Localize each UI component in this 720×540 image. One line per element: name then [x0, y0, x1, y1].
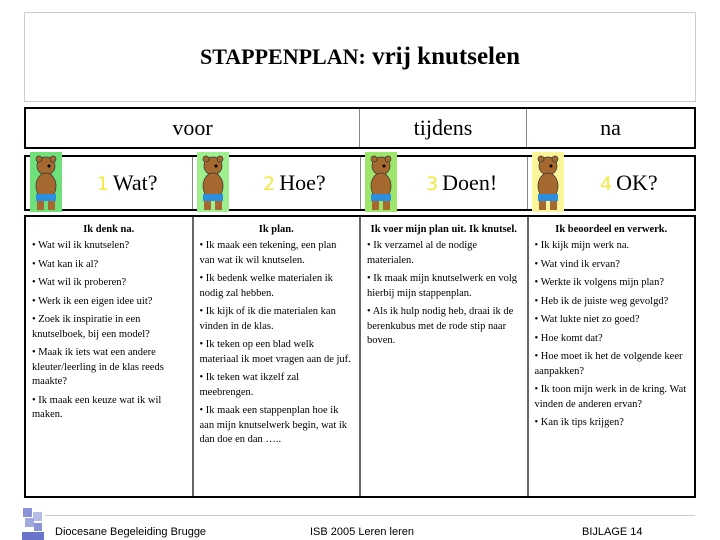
- list-item: • Als ik hulp nodig heb, draai ik de berenkubus met de rode stip naar boven.: [367, 306, 514, 347]
- list-item: • Kan ik tips krijgen?: [534, 417, 624, 429]
- list-item: • Ik kijk of ik die materialen kan vinden in de klas.: [199, 306, 336, 332]
- step-4: [528, 157, 694, 209]
- bear-icon: [197, 152, 229, 212]
- list-item: • Wat lukte niet zo goed?: [534, 314, 640, 326]
- list-item: • Werk ik een eigen idee uit?: [32, 295, 153, 307]
- step-text: Wat?: [112, 170, 158, 195]
- list-item: • Ik toon mijn werk in de kring. Wat vinden de anderen ervan?: [534, 384, 687, 410]
- footer-annex: BIJLAGE 14: [582, 526, 643, 538]
- list-item: • Ik teken wat ikzelf zal meebrengen.: [199, 372, 300, 398]
- phase-row: [24, 107, 696, 149]
- list-item: • Hoe moet ik het de volgende keer aanpakken?: [534, 351, 683, 377]
- list-item: • Maak ik iets wat een andere kleuter/leerling in de klas reeds maakte?: [32, 347, 164, 388]
- step-number: 3: [426, 173, 439, 195]
- column-heading: Ik plan.: [258, 224, 294, 235]
- column-heading: Ik beoordeel en verwerk.: [555, 224, 668, 235]
- step-text: OK?: [616, 170, 658, 195]
- step-label: [397, 170, 527, 196]
- title-main: vrij knutselen: [372, 43, 520, 70]
- step-number: 2: [263, 173, 276, 195]
- column-1: [26, 217, 194, 496]
- list-item: • Wat wil ik knutselen?: [32, 240, 130, 252]
- step-number: 4: [600, 173, 613, 195]
- content-table: [24, 215, 696, 498]
- bear-icon: [365, 152, 397, 212]
- list-item: • Ik teken op een blad welk materiaal ik moet vragen aan de juf.: [199, 339, 351, 365]
- step-text: Hoe?: [279, 170, 326, 195]
- footer-org: Diocesane Begeleiding Brugge: [55, 526, 207, 538]
- title-box: [24, 12, 696, 102]
- list-item: • Ik maak een keuze wat ik wil maken.: [32, 394, 162, 421]
- bear-icon: [30, 152, 62, 212]
- footer-divider: [45, 515, 695, 516]
- step-label: [62, 170, 192, 196]
- step-text: Doen!: [442, 170, 498, 195]
- step-3: [361, 157, 528, 209]
- column-4: [529, 217, 695, 496]
- footer-course: ISB 2005 Leren leren: [310, 526, 414, 538]
- list-item: • Ik maak een stappenplan hoe ik aan mijn knutselwerk begin, wat ik dan doe en dan …..: [199, 405, 348, 446]
- step-1: [26, 157, 193, 209]
- column-3: [361, 217, 529, 496]
- list-item: • Ik maak mijn knutselwerk en volg hierbij mijn stappenplan.: [367, 273, 518, 299]
- phase-voor: voor: [26, 109, 360, 147]
- list-item: • Zoek ik inspiratie in een knutselboek, bij een model?: [32, 314, 150, 340]
- dpb-logo-icon: [22, 506, 44, 540]
- step-label: [564, 170, 694, 196]
- list-item: • Wat wil ik proberen?: [32, 277, 127, 289]
- phase-na: na: [600, 115, 621, 140]
- step-2: [193, 157, 360, 209]
- bear-icon: [532, 152, 564, 212]
- list-item: • Ik bedenk welke materialen ik nodig zal hebben.: [199, 273, 333, 299]
- list-item: • Ik kijk mijn werk na.: [534, 240, 630, 252]
- column-heading: Ik voer mijn plan uit. Ik knutsel.: [370, 224, 517, 235]
- step-number: 1: [96, 173, 109, 195]
- list-item: • Ik verzamel al de nodige materialen.: [367, 240, 478, 266]
- phase-tijdens: tijdens: [360, 109, 527, 147]
- steps-row: [24, 155, 696, 211]
- step-label: [229, 170, 359, 196]
- list-item: • Werkte ik volgens mijn plan?: [534, 277, 664, 289]
- list-item: • Hoe komt dat?: [534, 332, 603, 344]
- list-item: • Wat vind ik ervan?: [534, 258, 620, 270]
- column-2: [194, 217, 362, 496]
- list-item: • Wat kan ik al?: [32, 258, 99, 270]
- column-heading: Ik denk na.: [83, 224, 135, 235]
- page-title: [200, 43, 520, 71]
- list-item: • Ik maak een tekening, een plan van wat ik wil knutselen.: [199, 240, 337, 266]
- title-prefix: STAPPENPLAN:: [199, 44, 366, 69]
- list-item: • Heb ik de juiste weg gevolgd?: [534, 295, 669, 307]
